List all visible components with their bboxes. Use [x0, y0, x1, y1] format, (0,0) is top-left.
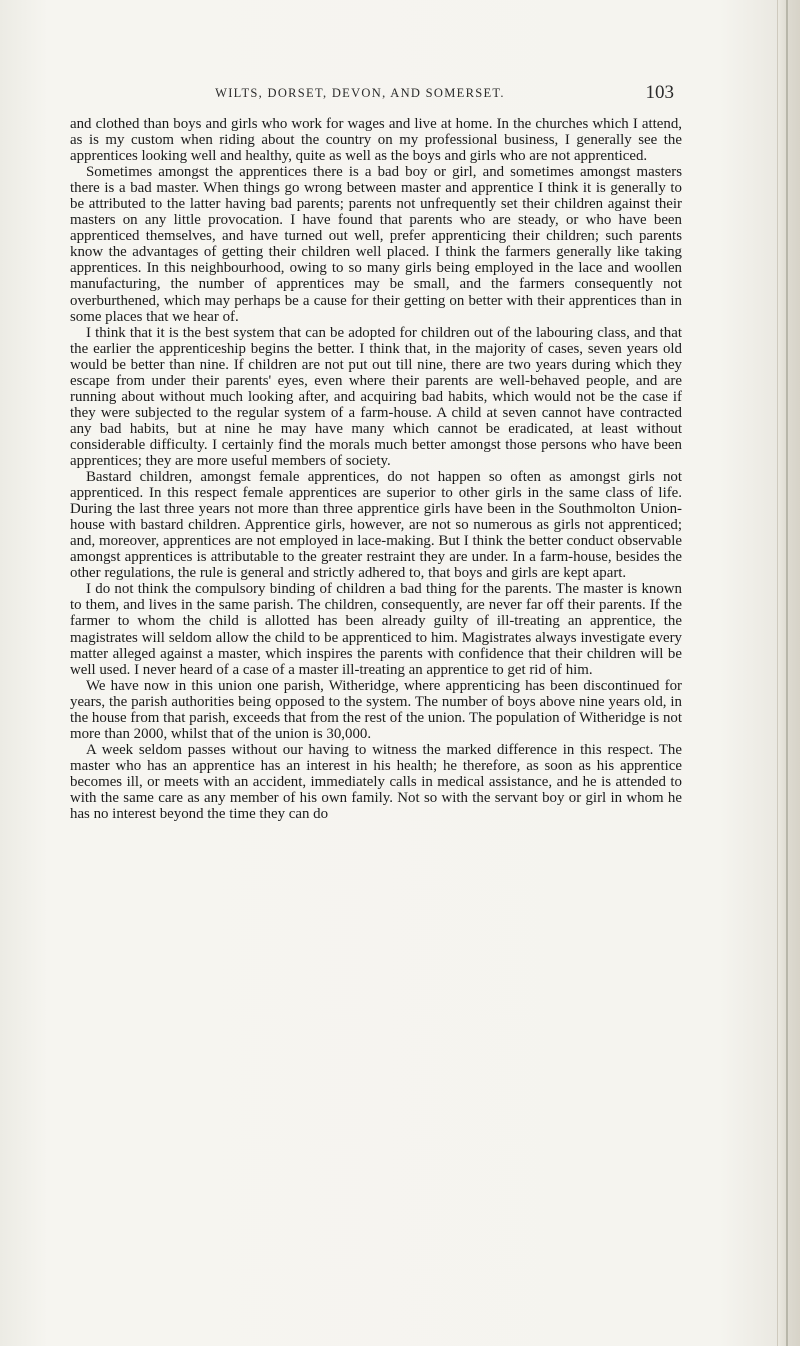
page-header	[90, 82, 710, 108]
paragraph: Sometimes amongst the apprentices there is a bad boy or girl, and sometimes amongst masters there is a bad master. When things go wrong between master and apprentice I think it is generally to be attributed to the latter having bad parents; parents not unfrequently set their children against their masters on any little provocation. I have found that parents who are steady, or who have been apprenticed themselves, and have turned out well, prefer apprenticing their children; such parents know the advantages of getting their children well placed. I think the farmers generally like taking apprentices. In this neighbourhood, owing to so many girls being employed in the lace and woollen manufacturing, the number of apprentices may be small, and the farmers consequently not overburthened, which may perhaps be a cause for their getting on better with their apprentices than in some places that we hear of.	[70, 164, 682, 325]
running-head: WILTS, DORSET, DEVON, AND SOMERSET.	[215, 86, 505, 100]
paragraph: and clothed than boys and girls who work for wages and live at home. In the churches which I attend, as is my custom when riding about the country on my professional business, I generally see the apprentices looking well and healthy, quite as well as the boys and girls who are not apprenticed.	[70, 116, 682, 165]
body-text	[70, 116, 682, 822]
paragraph: I do not think the compulsory binding of children a bad thing for the parents. The master is known to them, and lives in the same parish. The children, consequently, are never far off their parents. If the farmer to whom the child is allotted has been already guilty of ill-treating an apprentice, the magistrates will seldom allow the child to be apprenticed to him. Magistrates always investigate every matter alleged against a master, which inspires the parents with confidence that their children will be well used. I never heard of a case of a master ill-treating an apprentice to get rid of him.	[70, 581, 682, 678]
paragraph: I think that it is the best system that can be adopted for children out of the labouring class, and that the earlier the apprenticeship begins the better. I think that, in the majority of cases, seven years old would be better than nine. If children are not put out till nine, there are two years during which they escape from under their parents' eyes, even where their parents are well-behaved people, and are running about without much looking after, and acquiring bad habits, which would not be the case if they were subjected to the regular system of a farm-house. A child at seven cannot have contracted any bad habits, but at nine he may have many which cannot be eradicated, at least without considerable difficulty. I certainly find the morals much better amongst those persons who have been apprentices; they are more useful members of society.	[70, 324, 682, 469]
page-number: 103	[645, 82, 674, 103]
paragraph: A week seldom passes without our having to witness the marked difference in this respect. The master who has an apprentice has an interest in his health; he therefore, as soon as his apprentice becomes ill, or meets with an accident, immediately calls in medical assistance, and he is attended to with the same care as any member of his own family. Not so with the servant boy or girl in whom he has no interest beyond the time they can do	[70, 741, 682, 823]
paragraph: We have now in this union one parish, Witheridge, where apprenticing has been discontinued for years, the parish authorities being opposed to the system. The number of boys above nine years old, in the house from that parish, exceeds that from the rest of the union. The population of Witheridge is not more than 2000, whilst that of the union is 30,000.	[70, 677, 682, 742]
page-edge-shadow	[777, 0, 800, 1346]
paragraph: Bastard children, amongst female apprentices, do not happen so often as amongst girls not apprenticed. In this respect female apprentices are superior to other girls in the same class of life. During the last three years not more than three apprentice girls have been in the Southmolton Union-house with bastard children. Apprentice girls, however, are not so numerous as girls not apprenticed; and, moreover, apprentices are not employed in lace-making. But I think the better conduct observable amongst apprentices is attributable to the greater restraint they are under. In a farm-house, besides the other regulations, the rule is general and strictly adhered to, that boys and girls are kept apart.	[70, 469, 682, 582]
